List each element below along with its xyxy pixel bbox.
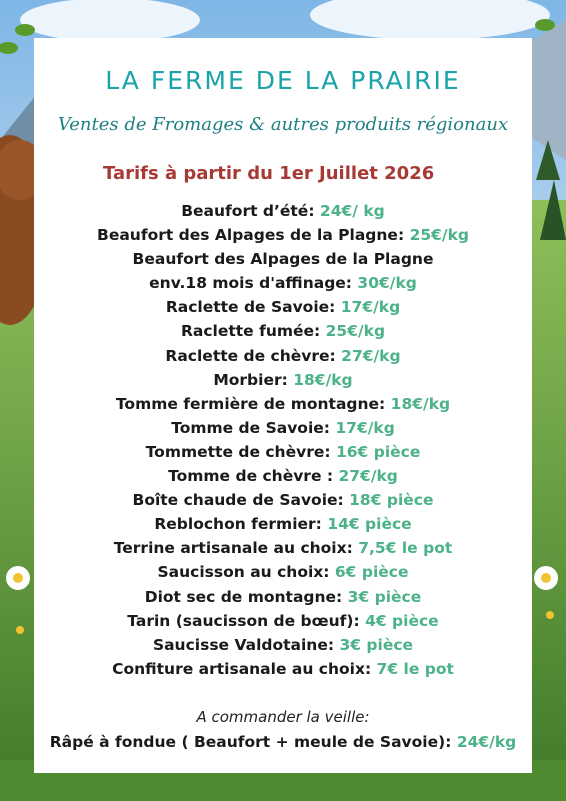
product-price: 7,5€ le pot [358, 539, 453, 558]
product-price: 3€ pièce [339, 635, 414, 654]
product-name: Raclette de Savoie: [165, 298, 336, 317]
product-item [34, 392, 532, 416]
product-price: 27€/kg [338, 467, 398, 486]
product-price: 30€/kg [357, 274, 417, 293]
product-name: Tomme de Savoie: [171, 418, 330, 437]
product-price: 18€ pièce [349, 491, 434, 510]
product-price: 3€ pièce [347, 587, 422, 606]
product-name: Boîte chaude de Savoie: [132, 491, 344, 510]
product-item [34, 223, 532, 247]
product-item [34, 199, 532, 223]
product-list [34, 199, 532, 681]
product-name: Raclette fumée: [180, 322, 321, 341]
price-list-card [34, 38, 532, 773]
product-item [34, 368, 532, 392]
product-name: Beaufort des Alpages de la Plagne: [97, 226, 405, 245]
product-name: Tomme fermière de montagne: [115, 394, 386, 413]
product-item [34, 512, 532, 536]
product-name: Tommette de chèvre: [145, 442, 331, 461]
product-price: 6€ pièce [334, 563, 409, 582]
product-price: 16€ pièce [335, 442, 421, 461]
product-item [34, 344, 532, 368]
special-price: 24€/kg [456, 733, 517, 751]
product-item [34, 319, 532, 343]
order-note: A commander la veille: [196, 708, 370, 726]
product-item [34, 271, 532, 295]
tarifs-heading: Tarifs à partir du 1er Juillet 2026 [103, 163, 435, 184]
product-item [34, 609, 532, 633]
product-price: 27€/kg [341, 346, 401, 365]
farm-title: LA FERME DE LA PRAIRIE [105, 66, 461, 95]
product-price: 25€/kg [409, 226, 469, 245]
product-price: 17€/kg [340, 298, 401, 317]
product-name: Diot sec de montagne: [144, 587, 343, 606]
product-name: Confiture artisanale au choix: [112, 659, 372, 678]
product-price: 14€ pièce [327, 515, 412, 534]
product-name: Saucisson au choix: [157, 563, 330, 582]
product-item [34, 295, 532, 319]
product-item [34, 536, 532, 560]
product-item [34, 247, 532, 271]
product-name: Reblochon fermier: [154, 515, 322, 534]
product-name: Raclette de chèvre: [165, 346, 336, 365]
product-item [34, 633, 532, 657]
product-item [34, 657, 532, 681]
product-name: Terrine artisanale au choix: [113, 539, 353, 558]
product-name: Tarin (saucisson de bœuf): [127, 611, 360, 630]
special-order-item [34, 733, 532, 751]
product-item [34, 416, 532, 440]
product-price: 17€/kg [335, 418, 395, 437]
product-item [34, 560, 532, 584]
product-name: Saucisse Valdotaine: [152, 635, 335, 654]
special-name: Râpé à fondue ( Beaufort + meule de Savoie): [49, 733, 452, 751]
product-name: Beaufort des Alpages de la Plagne [132, 250, 434, 269]
product-name: Tomme de chèvre : [168, 467, 334, 486]
product-item [34, 440, 532, 464]
product-item [34, 488, 532, 512]
farm-subtitle: Ventes de Fromages & autres produits régionaux [57, 114, 509, 135]
product-price: 25€/kg [325, 322, 386, 341]
product-price: 24€/ kg [319, 202, 385, 220]
product-price: 7€ le pot [376, 659, 454, 678]
product-price: 18€/kg [293, 370, 353, 389]
product-name: Beaufort d’été: [181, 202, 315, 220]
product-item [34, 585, 532, 609]
product-item [34, 464, 532, 488]
product-name: Morbier: [213, 370, 288, 389]
product-price: 4€ pièce [365, 611, 439, 630]
product-price: 18€/kg [390, 394, 451, 413]
product-name: env.18 mois d'affinage: [149, 274, 353, 293]
